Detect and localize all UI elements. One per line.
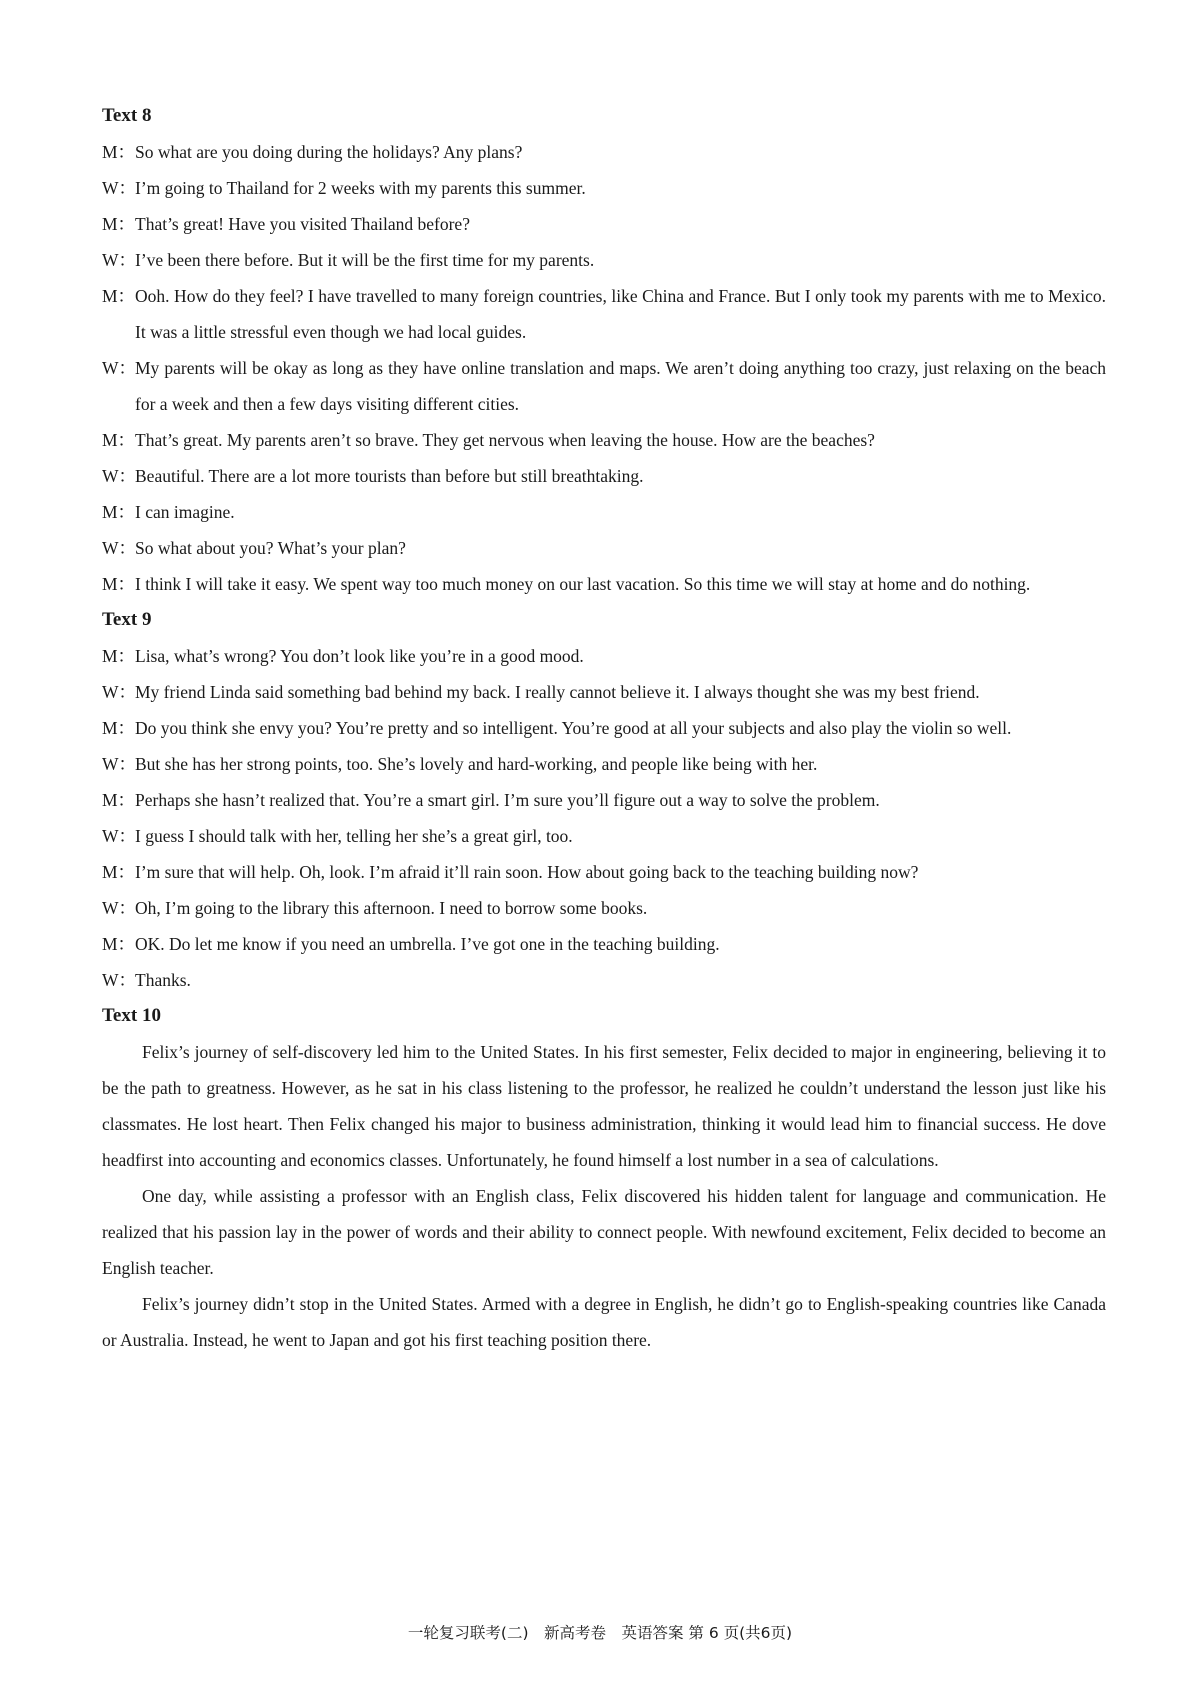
line-text: I’m sure that will help. Oh, look. I’m afraid it’ll rain soon. How about going back to the teaching building now? xyxy=(135,862,919,882)
line-text: Do you think she envy you? You’re pretty and so intelligent. You’re good at all your subjects and also play the violin so well. xyxy=(135,718,1012,738)
speaker-label: M： xyxy=(102,286,136,306)
paragraph: One day, while assisting a professor with an English class, Felix discovered his hidden talent for language and communication. He realized that his passion lay in the power of words and their ability to connect people. With newfound excitement, Felix decided to become an English teacher. xyxy=(102,1186,1106,1278)
dialogue-line xyxy=(102,422,1106,458)
passage-text-10 xyxy=(102,1034,1106,1358)
line-text: Perhaps she hasn’t realized that. You’re a smart girl. I’m sure you’ll figure out a way to solve the problem. xyxy=(135,790,880,810)
line-text: My friend Linda said something bad behind my back. I really cannot believe it. I always thought she was my best friend. xyxy=(135,682,980,702)
page-content xyxy=(102,98,1106,1358)
dialogue-line xyxy=(102,350,1106,422)
page-footer: 一轮复习联考(二) 新高考卷 英语答案 第 6 页(共6页) xyxy=(407,1624,793,1642)
speaker-label: W： xyxy=(102,466,137,486)
dialogue-line xyxy=(102,278,1106,350)
line-text: That’s great! Have you visited Thailand before? xyxy=(135,214,470,234)
speaker-label: W： xyxy=(102,898,137,918)
paragraph: Felix’s journey of self-discovery led him to the United States. In his first semester, Felix decided to major in engineering, believing it to be the path to greatness. However, as he sat in his class listening to the professor, he realized he couldn’t understand the lesson just like his classmates. He lost heart. Then Felix changed his major to business administration, thinking it would lead him to financial success. He dove headfirst into accounting and economics classes. Unfortunately, he found himself a lost number in a sea of calculations. xyxy=(102,1042,1106,1170)
section-title-text-8: Text 8 xyxy=(102,105,152,126)
speaker-label: M： xyxy=(102,430,136,450)
dialogue-line xyxy=(102,962,1106,998)
dialogue-line xyxy=(102,926,1106,962)
dialogue-line xyxy=(102,242,1106,278)
dialogue-line xyxy=(102,890,1106,926)
speaker-label: M： xyxy=(102,862,136,882)
dialogue-line xyxy=(102,206,1106,242)
line-text: Lisa, what’s wrong? You don’t look like you’re in a good mood. xyxy=(135,646,584,666)
dialogue-text-8 xyxy=(102,134,1106,602)
line-text: I guess I should talk with her, telling her she’s a great girl, too. xyxy=(135,826,573,846)
line-text: So what about you? What’s your plan? xyxy=(135,538,406,558)
line-text: I’m going to Thailand for 2 weeks with my parents this summer. xyxy=(135,178,586,198)
speaker-label: W： xyxy=(102,682,137,702)
speaker-label: M： xyxy=(102,718,136,738)
dialogue-text-9 xyxy=(102,638,1106,998)
dialogue-line xyxy=(102,854,1106,890)
speaker-label: W： xyxy=(102,826,137,846)
paragraph: Felix’s journey didn’t stop in the United States. Armed with a degree in English, he didn’t go to English-speaking countries like Canada or Australia. Instead, he went to Japan and got his first teaching position there. xyxy=(102,1294,1106,1350)
section-title-text-9: Text 9 xyxy=(102,609,152,630)
speaker-label: M： xyxy=(102,214,136,234)
speaker-label: M： xyxy=(102,646,136,666)
dialogue-line xyxy=(102,746,1106,782)
dialogue-line xyxy=(102,818,1106,854)
line-text: OK. Do let me know if you need an umbrella. I’ve got one in the teaching building. xyxy=(135,934,720,954)
dialogue-line xyxy=(102,134,1106,170)
dialogue-line xyxy=(102,566,1106,602)
line-text: I can imagine. xyxy=(135,502,235,522)
speaker-label: M： xyxy=(102,790,136,810)
dialogue-line xyxy=(102,782,1106,818)
speaker-label: M： xyxy=(102,934,136,954)
speaker-label: W： xyxy=(102,358,137,378)
dialogue-line xyxy=(102,458,1106,494)
line-text: Oh, I’m going to the library this afternoon. I need to borrow some books. xyxy=(135,898,648,918)
speaker-label: M： xyxy=(102,142,136,162)
section-title-text-10: Text 10 xyxy=(102,1005,161,1026)
line-text: So what are you doing during the holidays? Any plans? xyxy=(135,142,523,162)
speaker-label: W： xyxy=(102,178,137,198)
dialogue-line xyxy=(102,638,1106,674)
speaker-label: W： xyxy=(102,538,137,558)
line-text: Beautiful. There are a lot more tourists than before but still breathtaking. xyxy=(135,466,644,486)
dialogue-line xyxy=(102,494,1106,530)
dialogue-line xyxy=(102,674,1106,710)
line-text: I’ve been there before. But it will be the first time for my parents. xyxy=(135,250,595,270)
speaker-label: W： xyxy=(102,970,137,990)
dialogue-line xyxy=(102,710,1106,746)
line-text: But she has her strong points, too. She’s lovely and hard-working, and people like being with her. xyxy=(135,754,818,774)
speaker-label: W： xyxy=(102,754,137,774)
speaker-label: W： xyxy=(102,250,137,270)
line-text: My parents will be okay as long as they have online translation and maps. We aren’t doing anything too crazy, just relaxing on the beach for a week and then a few days visiting different cities. xyxy=(135,358,1106,414)
dialogue-line xyxy=(102,530,1106,566)
speaker-label: M： xyxy=(102,574,136,594)
line-text: I think I will take it easy. We spent way too much money on our last vacation. So this time we will stay at home and do nothing. xyxy=(135,574,1031,594)
line-text: Ooh. How do they feel? I have travelled to many foreign countries, like China and France. But I only took my parents with me to Mexico. It was a little stressful even though we had local guides. xyxy=(135,286,1106,342)
line-text: That’s great. My parents aren’t so brave. They get nervous when leaving the house. How are the beaches? xyxy=(135,430,875,450)
speaker-label: M： xyxy=(102,502,136,522)
dialogue-line xyxy=(102,170,1106,206)
line-text: Thanks. xyxy=(135,970,191,990)
